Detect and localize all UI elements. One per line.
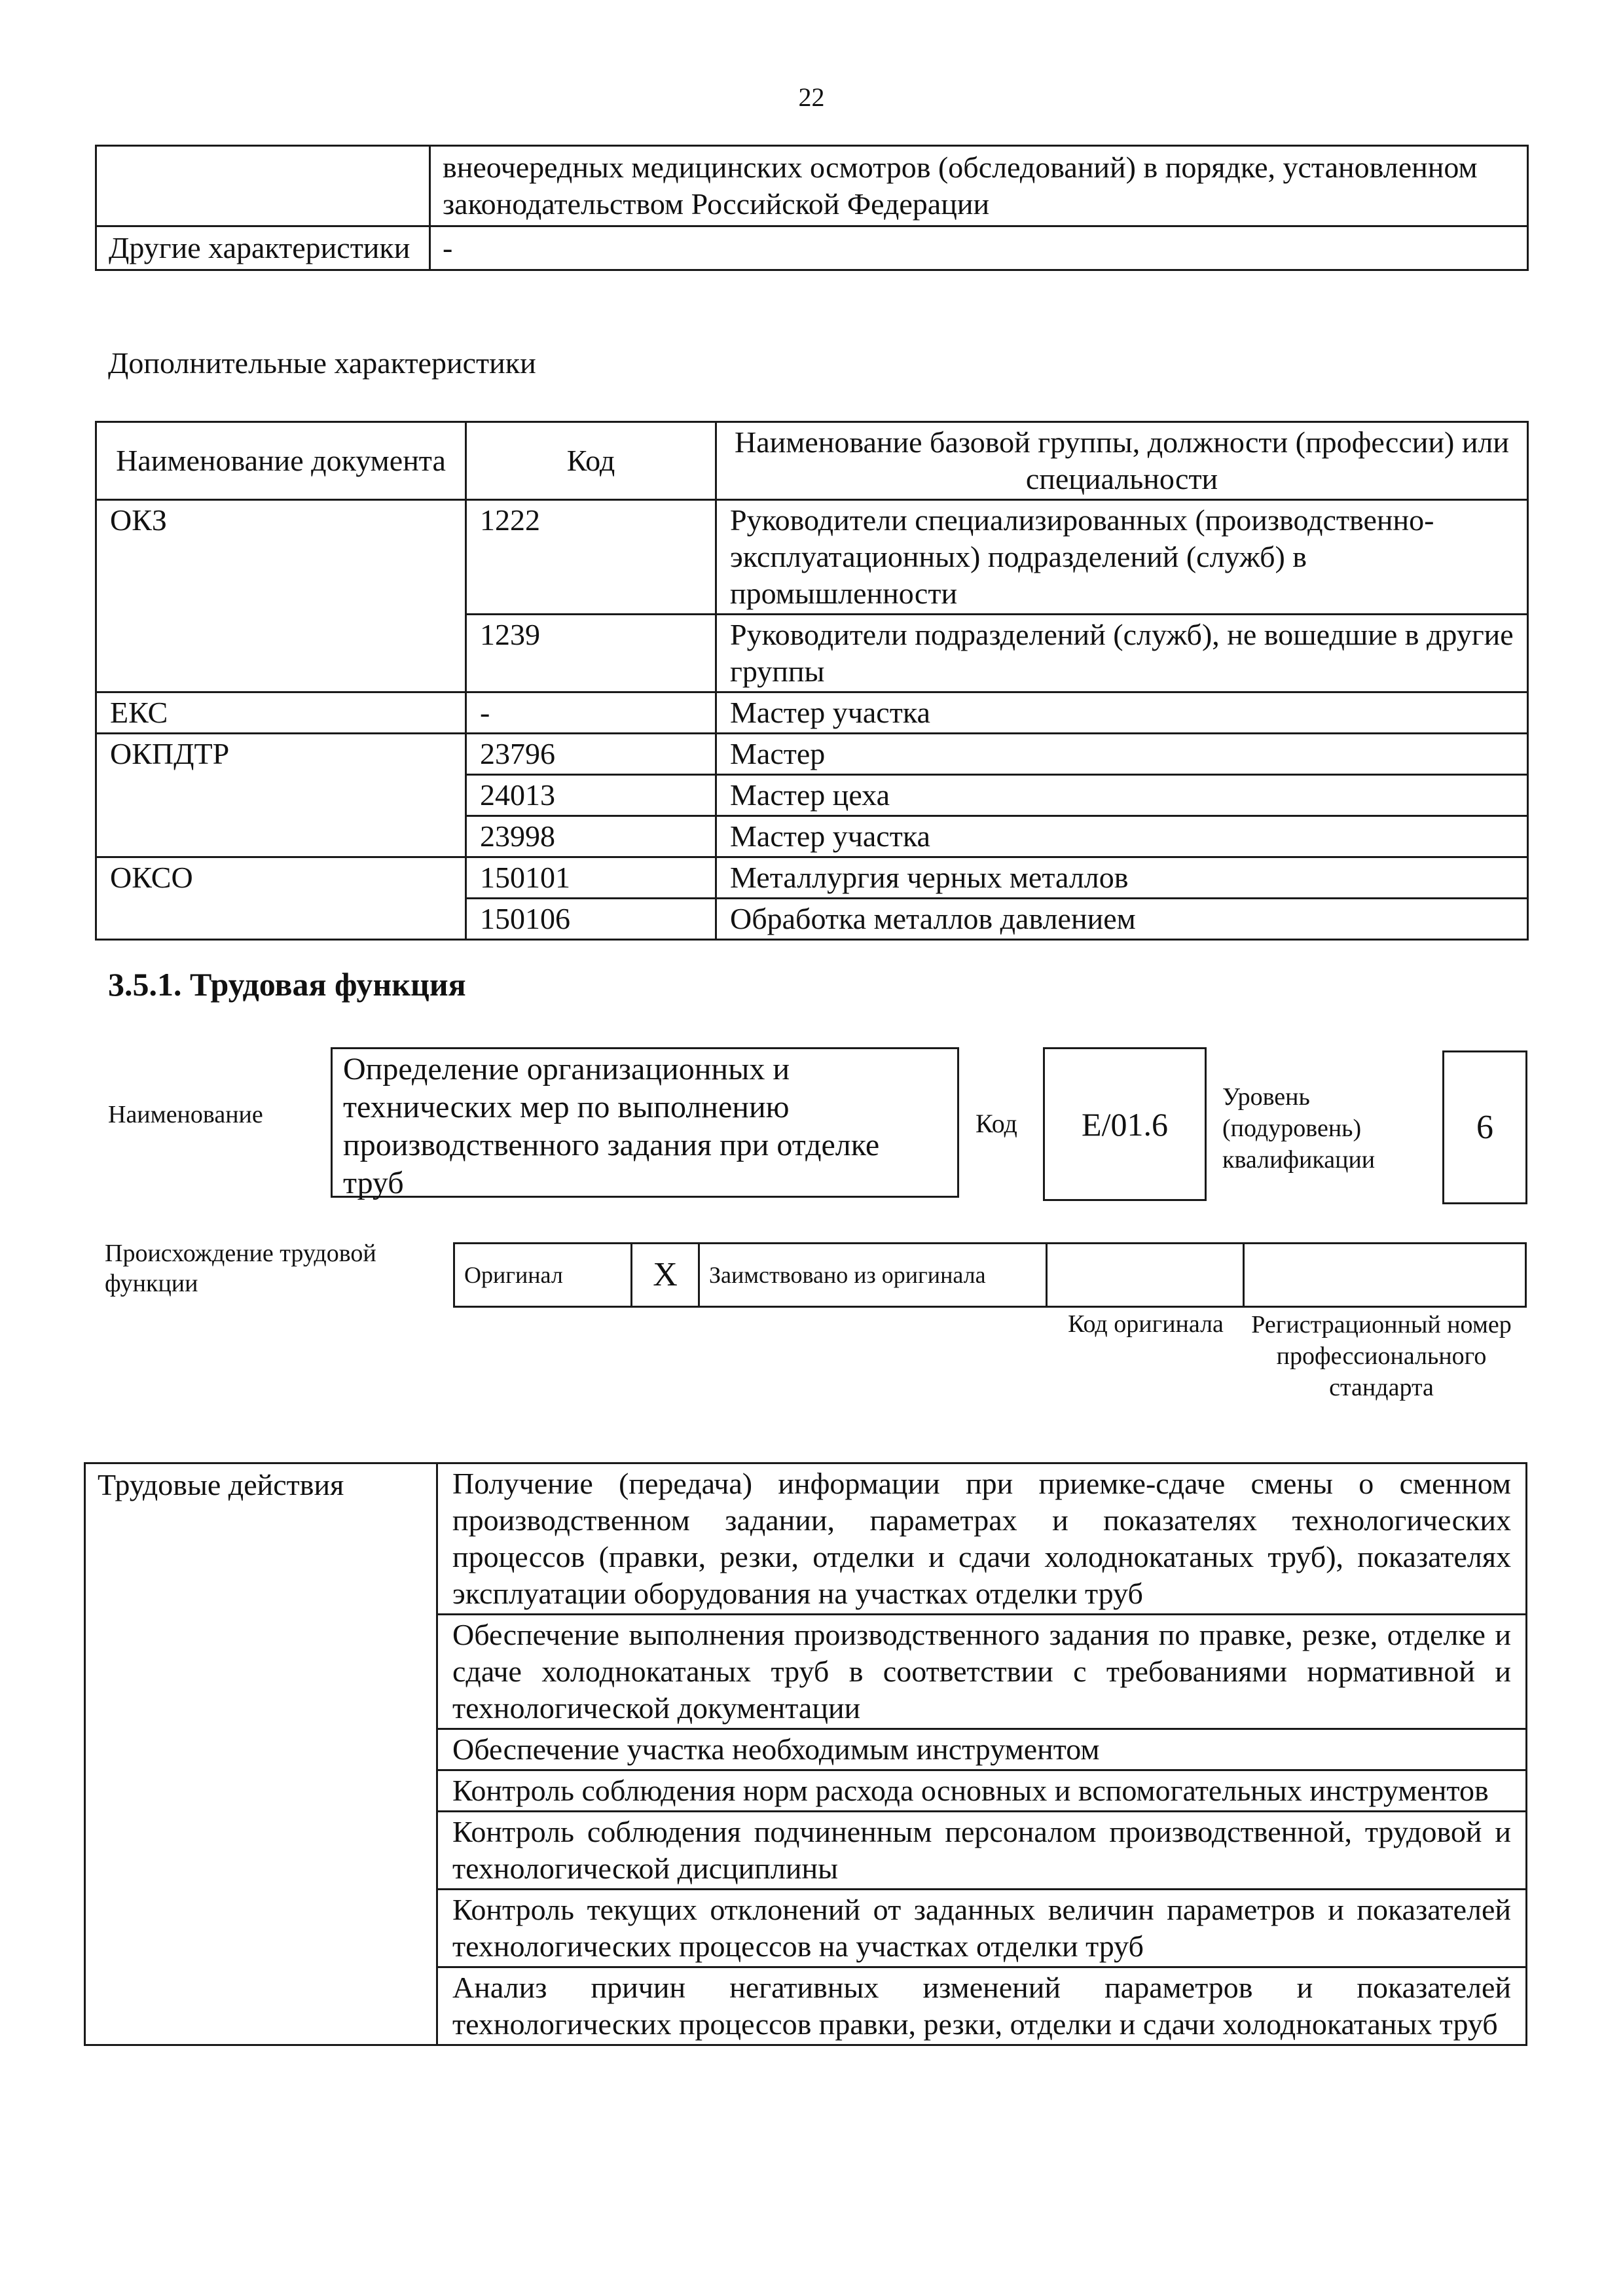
name-cell: Мастер участка <box>716 816 1528 857</box>
original-mark: X <box>632 1244 699 1307</box>
other-characteristics-value: - <box>430 226 1528 270</box>
doc-okpdtr: ОКПДТР <box>96 734 466 857</box>
code-cell: 150106 <box>466 899 716 940</box>
other-characteristics-label: Другие характеристики <box>96 226 430 270</box>
doc-okz: ОКЗ <box>96 500 466 692</box>
header-doc: Наименование документа <box>96 422 466 500</box>
borrowed-label: Заимствовано из оригинала <box>699 1244 1047 1307</box>
code-cell: 23796 <box>466 734 716 775</box>
page-number: 22 <box>798 82 825 112</box>
origin-label: Происхождение трудовой функции <box>105 1240 376 1297</box>
table-row <box>96 226 1528 270</box>
name-cell: Металлургия черных металлов <box>716 857 1528 899</box>
labor-action-item: Обеспечение выполнения производственного задания по правке, резке, отделке и сдаче холоднокатаных труб в соответствии с требованиями нормативной и технологической документации <box>437 1615 1527 1729</box>
header-code: Код <box>466 422 716 500</box>
table-row <box>96 146 1528 226</box>
registration-number-cell <box>1244 1244 1526 1307</box>
registration-number-caption: Регистрационный номер профессионального стандарта <box>1251 1311 1512 1401</box>
qualification-level-box: 6 <box>1442 1050 1527 1204</box>
name-cell: Обработка металлов давлением <box>716 899 1528 940</box>
table-row <box>96 692 1528 734</box>
table-row <box>96 857 1528 899</box>
name-cell: Руководители подразделений (служб), не вошедшие в другие группы <box>716 615 1528 692</box>
additional-characteristics-title: Дополнительные характеристики <box>108 346 536 380</box>
original-label: Оригинал <box>454 1244 632 1307</box>
code-cell: 150101 <box>466 857 716 899</box>
function-name-box: Определение организационных и технических мер по выполнению производственного задания при отделке труб <box>331 1047 959 1198</box>
table-header-row <box>96 422 1528 500</box>
original-code-cell <box>1047 1244 1244 1307</box>
labor-action-item: Контроль соблюдения норм расхода основных и вспомогательных инструментов <box>437 1770 1527 1812</box>
labor-action-item: Получение (передача) информации при приемке-сдаче смены о сменном производственном задании, параметрах и показателях технологических процессов (правки, резки, отделки и сдачи холоднокатаных труб), показателях эксплуатации оборудования на участках отделки труб <box>437 1463 1527 1615</box>
code-cell: 1222 <box>466 500 716 615</box>
name-cell: Руководители специализированных (производственно-эксплуатационных) подразделений (служб) в промышленности <box>716 500 1528 615</box>
table-row <box>454 1244 1526 1307</box>
original-code-caption: Код оригинала <box>1068 1310 1224 1338</box>
code-cell: 24013 <box>466 775 716 816</box>
function-name-label: Наименование <box>108 1101 263 1128</box>
table-row <box>96 734 1528 775</box>
doc-okso: ОКСО <box>96 857 466 940</box>
table-row <box>85 1463 1527 1615</box>
labor-actions-table <box>84 1462 1527 2046</box>
labor-action-item: Обеспечение участка необходимым инструментом <box>437 1729 1527 1770</box>
code-cell: - <box>466 692 716 734</box>
code-cell: 23998 <box>466 816 716 857</box>
function-code-box: E/01.6 <box>1043 1047 1207 1201</box>
labor-action-item: Анализ причин негативных изменений параметров и показателей технологических процессов правки, резки, отделки и сдачи холоднокатаных труб <box>437 1967 1527 2045</box>
continuation-text: внеочередных медицинских осмотров (обследований) в порядке, установленном законодательством Российской Федерации <box>430 146 1528 226</box>
doc-eks: ЕКС <box>96 692 466 734</box>
labor-action-item: Контроль соблюдения подчиненным персоналом производственной, трудовой и технологической дисциплины <box>437 1812 1527 1890</box>
labor-actions-label: Трудовые действия <box>85 1463 437 2045</box>
function-code-label: Код <box>976 1109 1017 1138</box>
labor-action-item: Контроль текущих отклонений от заданных величин параметров и показателей технологических процессов на участках отделки труб <box>437 1890 1527 1967</box>
name-cell: Мастер <box>716 734 1528 775</box>
empty-cell <box>96 146 430 226</box>
name-cell: Мастер участка <box>716 692 1528 734</box>
continuation-table <box>95 145 1529 271</box>
table-row <box>96 500 1528 615</box>
code-cell: 1239 <box>466 615 716 692</box>
additional-characteristics-table <box>95 421 1529 941</box>
qualification-level-label: Уровень (подуровень) квалификации <box>1222 1083 1376 1174</box>
origin-table <box>453 1242 1527 1308</box>
section-heading: 3.5.1. Трудовая функция <box>108 966 466 1003</box>
header-name: Наименование базовой группы, должности (профессии) или специальности <box>716 422 1528 500</box>
name-cell: Мастер цеха <box>716 775 1528 816</box>
